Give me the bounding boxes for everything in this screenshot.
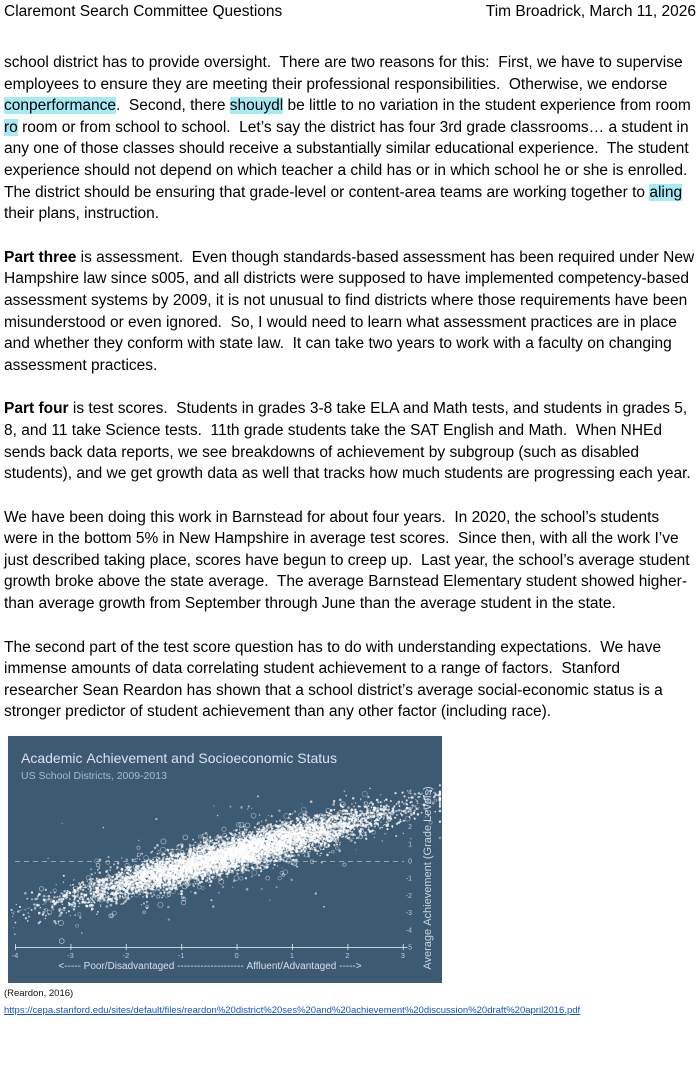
- bold-text: Part three: [4, 248, 77, 266]
- document-body: [4, 52, 699, 723]
- achievement-ses-figure: [8, 736, 696, 983]
- bold-text: Part four: [4, 400, 69, 418]
- text-segment: their plans, instruction.: [4, 183, 687, 223]
- highlighted-text: aling: [649, 183, 683, 201]
- paragraph: [4, 247, 699, 377]
- text-segment: is assessment. Even though standards-based assessment has been required under New Hampshire law since s005, and all districts were supposed to have implemented competency-based assessment systems by 2009, it is not unusual to find districts where those requirements have been misunderstood or even ignored. So, I would need to learn what assessment practices are in place and whether they conform with state law. It can take two years to work with a faculty on changing assessment practices.: [4, 248, 699, 374]
- text-segment: school district has to provide oversight. There are two reasons for this: First, we have to supervise employees to ensure they are meeting their professional responsibilities. Otherwise, we endorse: [4, 54, 687, 93]
- citation-text: (Reardon, 2016): [4, 988, 74, 1000]
- text-segment: We have been doing this work in Barnstead for about four years. In 2020, the school’s students were in the bottom 5% in New Hampshire in average test scores. Since then, with all the work I’ve just described taking place, scores have begun to creep up. Last year, the school’s average student growth broke above the state average. The average Barnstead Elementary student showed higher-than average growth from September through June than the average student in the state.: [4, 508, 694, 613]
- header-author-date: Tim Broadrick, March 11, 2026: [485, 3, 696, 20]
- paragraph: [4, 507, 696, 615]
- text-segment: is test scores. Students in grades 3-8 take ELA and Math tests, and students in grades 5, 8, and 11 take Science tests. 11th grade students take the SAT English and Math. When NHEd sends back data reports, we see breakdowns of achievement by subgroup (such as disabled students), and we get growth data as well that tracks how much students are progressing each year.: [4, 400, 692, 483]
- text-segment: be little to no variation in the student experience from room: [283, 97, 696, 115]
- paragraph: [4, 52, 696, 225]
- scatter-chart-canvas: [8, 736, 442, 983]
- highlighted-text: ro: [4, 118, 18, 136]
- paragraph: [4, 398, 696, 484]
- document-header: [4, 3, 696, 21]
- text-segment: The second part of the test score question has to do with understanding expectations. We have immense amounts of data correlating student achievement to a range of factors. Stanford researcher Sean Reardon has shown that a school district’s average social-economic status is a stronger predictor of student achievement than any other factor (including race).: [4, 638, 668, 721]
- highlighted-text: conperformance: [4, 97, 117, 115]
- header-title: Claremont Search Committee Questions: [4, 3, 283, 20]
- paragraph: [4, 637, 696, 723]
- text-segment: . Second, there: [116, 97, 230, 115]
- source-link[interactable]: https://cepa.stanford.edu/sites/default/files/reardon%20district%20ses%20and%20achievement%20discussion%20draft%20april2016.pdf: [4, 1005, 581, 1017]
- highlighted-text: shouydl: [229, 97, 284, 115]
- text-segment: room or from school to school. Let’s say the district has four 3rd grade classrooms… a student in any one of those classes should receive a substantially similar educational experience. The student experience should not depend on which teacher a child has or in which school he or she is enrolled. The district should be ensuring that grade-level or content-area teams are working together to: [4, 118, 696, 201]
